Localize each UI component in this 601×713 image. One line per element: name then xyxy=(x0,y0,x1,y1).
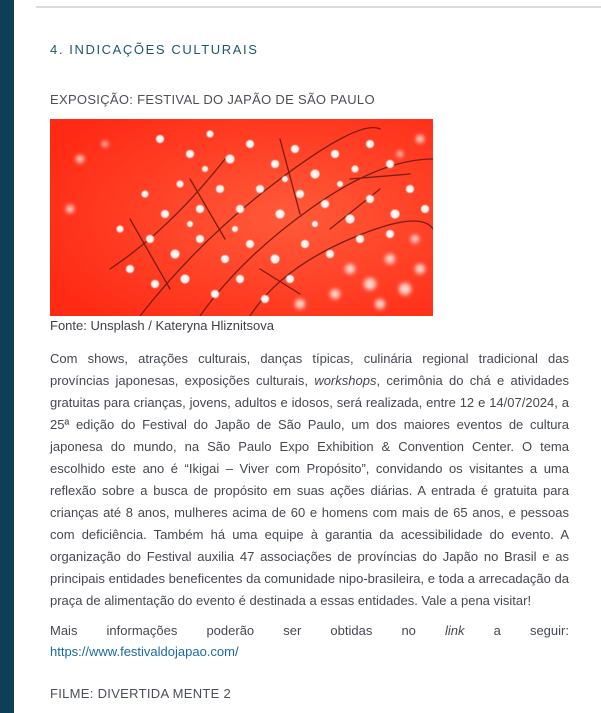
exhibition-heading: EXPOSIÇÃO: FESTIVAL DO JAPÃO DE SÃO PAULO xyxy=(50,92,375,107)
more-word: poderão xyxy=(206,623,255,638)
link-word: link xyxy=(445,623,465,638)
blossom-photo xyxy=(50,119,433,316)
festival-website-link[interactable]: https://www.festivaldojapao.com/ xyxy=(50,644,239,659)
more-info-line xyxy=(50,620,569,642)
exhibition-description xyxy=(50,348,569,612)
more-word: ser xyxy=(283,623,302,638)
left-accent-bar xyxy=(0,0,14,713)
festival-image xyxy=(50,119,433,316)
more-word: Mais xyxy=(50,623,78,638)
description-part-2: , cerimônia do chá e atividades gratuitas para crianças, jovens, adultos e idosos, será realizada, entre 12 e 14/07/2024, a 25ª edição do Festival do Japão de São Paulo, um dos maiores eventos de cultura japonesa do mundo, na São Paulo Expo Exhibition & Convention Center. O tema escolhido este ano é “Ikigai – Viver com Propósito”, convidando os visitantes a uma reflexão sobre a busca de propósito em suas ações diárias. A entrada é gratuita para crianças até 8 anos, mulheres acima de 60 e homens com mais de 65 anos, e pessoas com deficiência. Também há uma equipe à garantia da acessibilidade do evento. A organização do Festival auxilia 47 associações de províncias do Japão no Brasil e as principais entidades beneficentes da comunidade nipo-brasileira, e toda a arrecadação da praça de alimentação do evento é destinada a essas entidades. Vale a pena visitar! xyxy=(50,373,569,608)
more-word: seguir: xyxy=(529,623,569,638)
more-word: obtidas xyxy=(330,623,373,638)
workshops-term: workshops xyxy=(314,373,377,388)
more-word: no xyxy=(401,623,416,638)
image-caption: Fonte: Unsplash / Kateryna Hliznitsova xyxy=(50,318,274,333)
top-divider xyxy=(36,6,601,8)
more-word: a xyxy=(493,623,501,638)
film-heading: FILME: DIVERTIDA MENTE 2 xyxy=(50,686,232,701)
more-word: informações xyxy=(106,623,178,638)
section-title: 4. INDICAÇÕES CULTURAIS xyxy=(50,42,259,57)
description-part-1: Com shows, atrações culturais, danças típicas, culinária regional tradicional das províncias japonesas, exposições culturais, xyxy=(50,351,569,388)
